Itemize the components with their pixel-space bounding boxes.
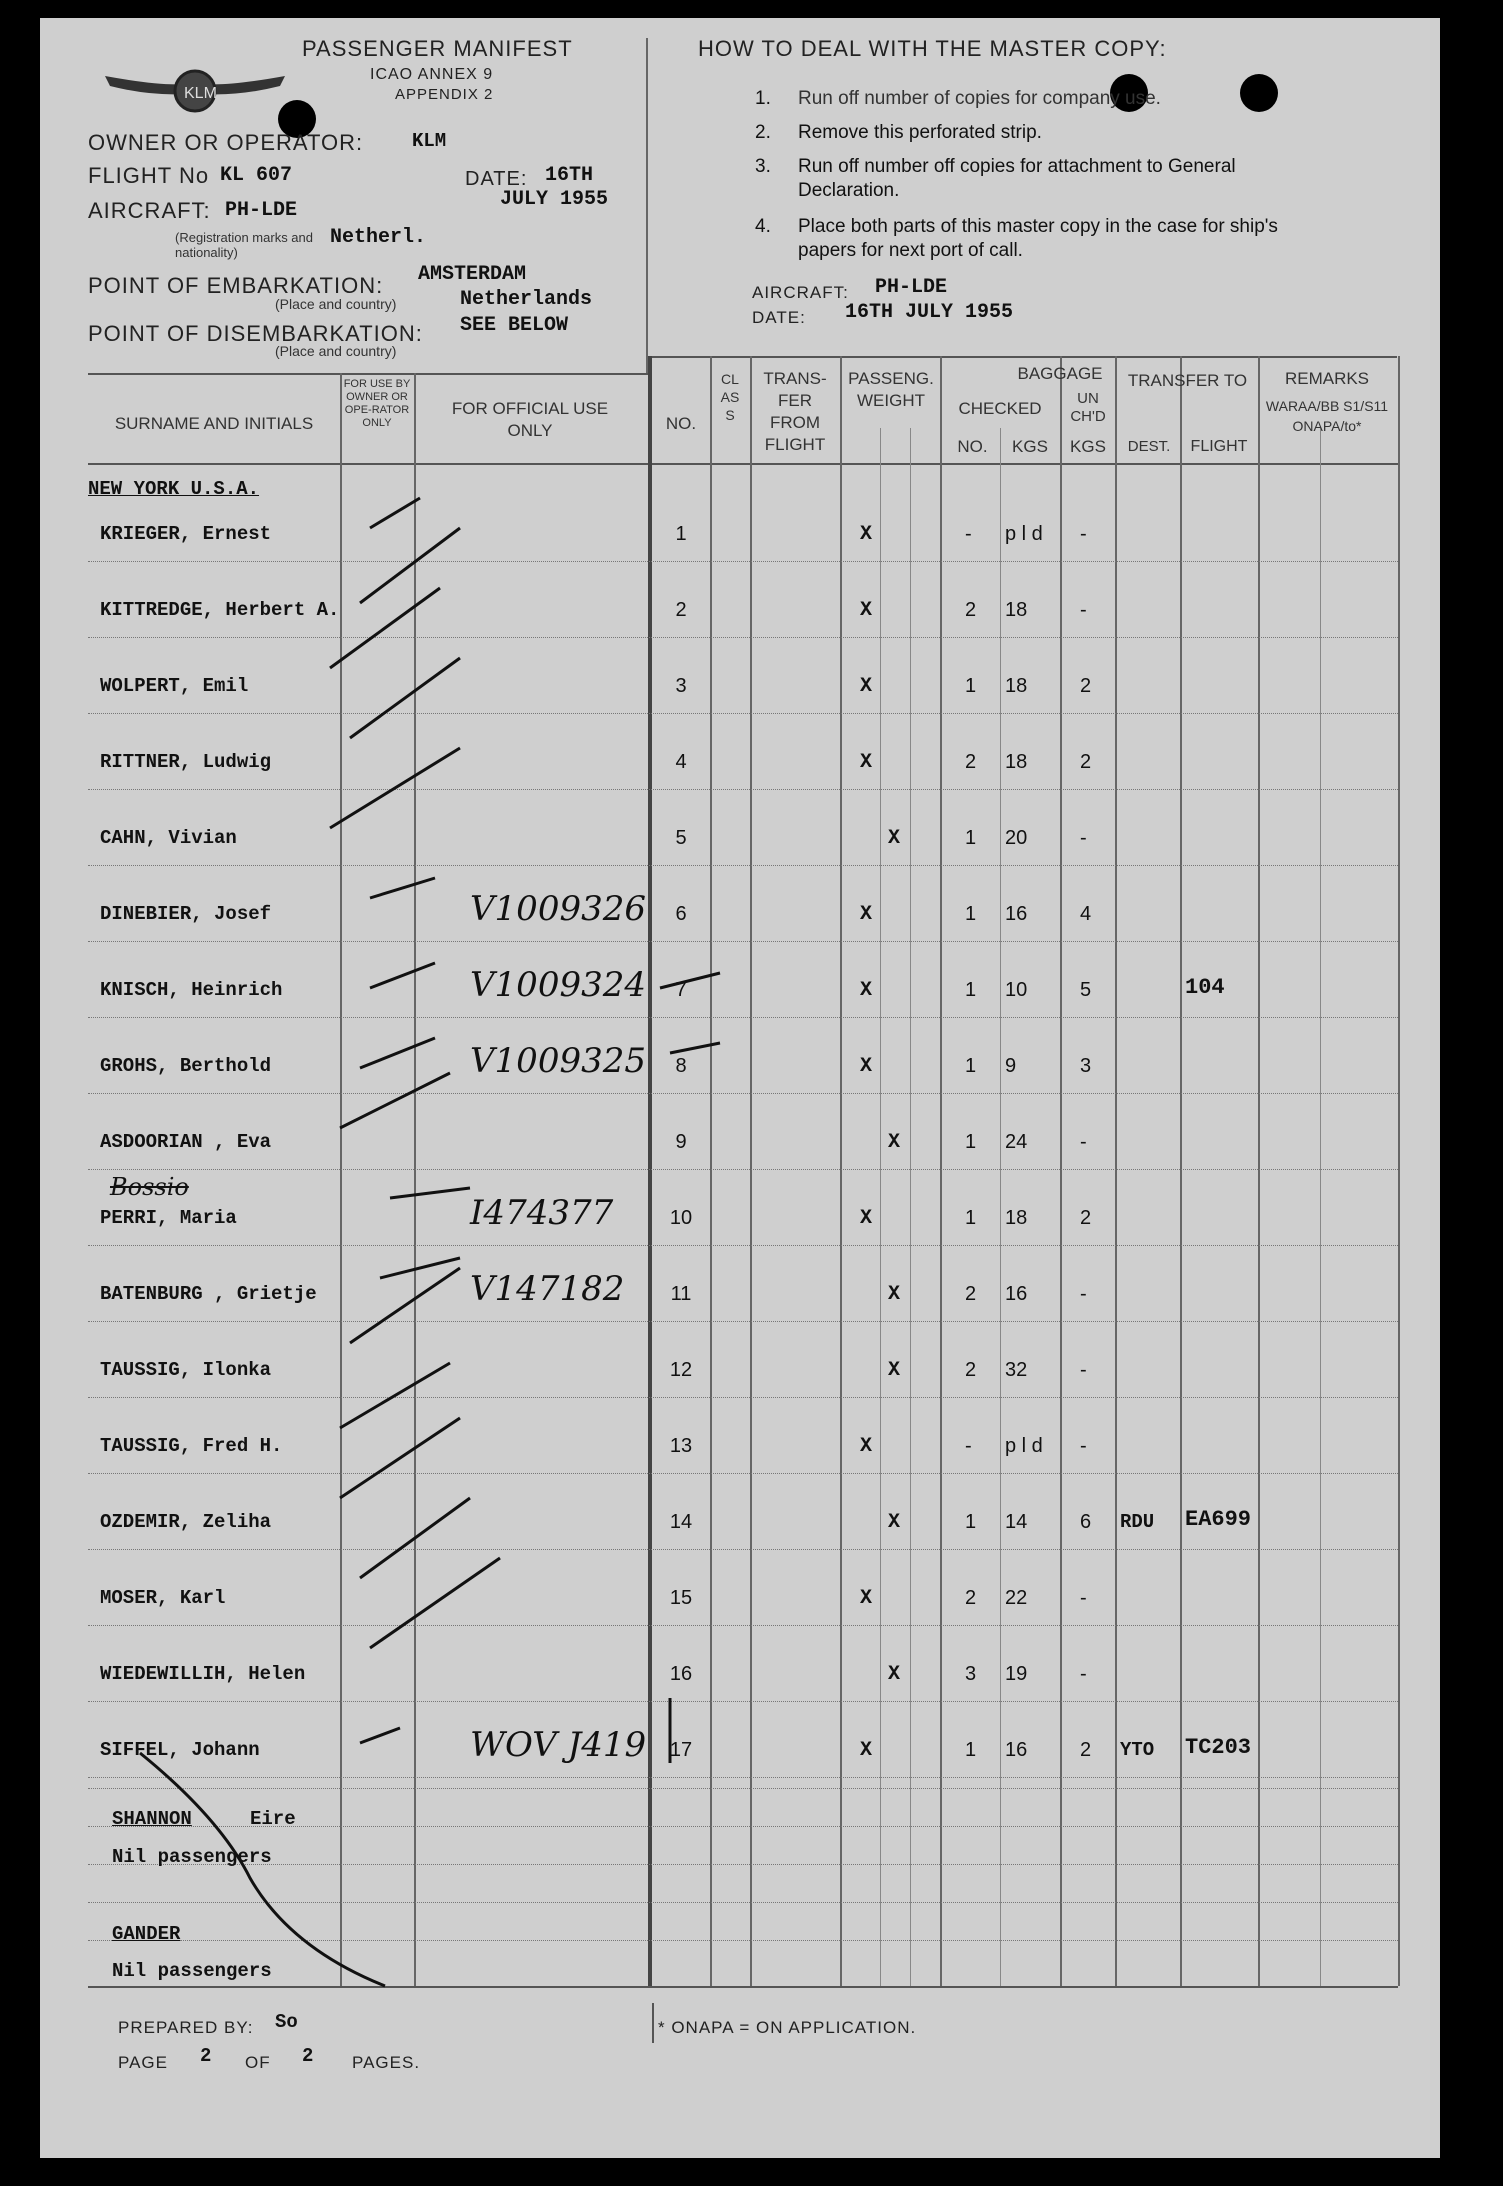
date-value-day: 16TH: [545, 164, 594, 187]
passenger-name: WIEDEWILLIH, Helen: [100, 1663, 306, 1685]
weight-mark: X: [888, 1511, 901, 1534]
official-use-value: V1009325: [470, 1041, 646, 1081]
baggage-kgs: 19: [1005, 1663, 1028, 1685]
manifest-page: [40, 18, 1440, 2158]
shannon-country: Eire: [250, 1808, 296, 1830]
weight-mark: X: [860, 1435, 873, 1458]
unchecked-kgs: 6: [1080, 1511, 1092, 1533]
col-flight: FLIGHT: [1190, 438, 1248, 455]
baggage-kgs: 9: [1005, 1055, 1017, 1077]
unchecked-kgs: 3: [1080, 1055, 1092, 1077]
owner-value: KLM: [412, 130, 447, 152]
baggage-count: 1: [965, 1207, 977, 1229]
unchecked-kgs: 2: [1080, 1739, 1092, 1761]
passenger-number: 15: [669, 1587, 693, 1609]
col-pass-weight: PASSENG. WEIGHT: [848, 369, 934, 410]
baggage-kgs: 14: [1005, 1511, 1028, 1533]
baggage-count: 1: [965, 675, 977, 697]
prepared-value: So: [275, 2011, 298, 2033]
transfer-dest: RDU: [1120, 1511, 1155, 1533]
baggage-kgs: 16: [1005, 1283, 1028, 1305]
instruction-text: Remove this perforated strip.: [798, 122, 1042, 143]
passenger-name: KITTREDGE, Herbert A.: [100, 599, 340, 621]
disembark-place-note: (Place and country): [275, 343, 397, 359]
baggage-kgs: 10: [1005, 979, 1028, 1001]
instruction-num: 1.: [755, 88, 771, 109]
embark-label: POINT OF EMBARKATION:: [88, 273, 384, 298]
baggage-count: 1: [965, 1511, 977, 1533]
unchecked-kgs: -: [1080, 827, 1087, 849]
passenger-number: 9: [675, 1131, 687, 1153]
instruction-text: Run off number off copies for attachment to General: [798, 156, 1236, 177]
owner-label: OWNER OR OPERATOR:: [88, 130, 364, 155]
passenger-name: OZDEMIR, Zeliha: [100, 1511, 272, 1533]
passenger-number: 6: [675, 903, 687, 925]
col-checked: CHECKED: [958, 399, 1042, 418]
baggage-kgs: 18: [1005, 675, 1028, 697]
footer-rule: [652, 2003, 654, 2043]
instructions-date-label: DATE:: [752, 308, 806, 327]
gander-title: GANDER: [112, 1923, 181, 1945]
col-checked-kgs: KGS: [1012, 437, 1048, 456]
instruction-num: 3.: [755, 156, 771, 177]
passenger-name: SIFFEL, Johann: [100, 1739, 260, 1761]
passenger-number: 8: [675, 1055, 687, 1077]
transfer-flight: 104: [1185, 975, 1225, 1000]
transfer-flight: EA699: [1185, 1507, 1252, 1532]
baggage-count: 1: [965, 1055, 977, 1077]
flight-value: KL 607: [220, 164, 293, 187]
col-checked-no: NO.: [957, 437, 988, 456]
prepared-label: PREPARED BY:: [118, 2018, 254, 2037]
passenger-number: 4: [675, 751, 687, 773]
of-label: OF: [245, 2053, 271, 2072]
weight-mark: X: [860, 523, 873, 546]
unchecked-kgs: 4: [1080, 903, 1092, 925]
unchecked-kgs: 5: [1080, 979, 1092, 1001]
unchecked-kgs: -: [1080, 1587, 1087, 1609]
passenger-number: 5: [675, 827, 687, 849]
baggage-kgs: 24: [1005, 1131, 1028, 1153]
baggage-kgs: 32: [1005, 1359, 1028, 1381]
aircraft-value: PH-LDE: [225, 199, 298, 222]
baggage-kgs: 22: [1005, 1587, 1028, 1609]
weight-mark: X: [860, 979, 873, 1002]
baggage-kgs: p l d: [1005, 1435, 1043, 1457]
weight-mark: X: [860, 1055, 873, 1078]
instructions-date-value: 16TH JULY 1955: [845, 301, 1014, 324]
col-for-use: FOR USE BY OWNER OR OPE-RATOR ONLY: [343, 378, 411, 429]
baggage-count: 2: [965, 1587, 977, 1609]
baggage-kgs: 18: [1005, 1207, 1028, 1229]
passenger-name: MOSER, Karl: [100, 1587, 226, 1609]
weight-mark: X: [860, 751, 873, 774]
svg-text:KLM: KLM: [184, 85, 217, 102]
baggage-count: 1: [965, 1739, 977, 1761]
unchecked-kgs: -: [1080, 1663, 1087, 1685]
official-use-value: V1009326: [470, 889, 646, 929]
baggage-kgs: 18: [1005, 751, 1028, 773]
passenger-name: ASDOORIAN , Eva: [100, 1131, 272, 1153]
unchecked-kgs: 2: [1080, 1207, 1092, 1229]
passenger-name: DINEBIER, Josef: [100, 903, 272, 925]
passenger-name: PERRI, Maria: [100, 1207, 237, 1229]
annex-label: ICAO ANNEX 9: [370, 66, 494, 83]
weight-mark: X: [888, 1283, 901, 1306]
baggage-count: 2: [965, 599, 977, 621]
baggage-count: 2: [965, 751, 977, 773]
passenger-name: RITTNER, Ludwig: [100, 751, 272, 773]
passenger-number: 13: [669, 1435, 693, 1457]
manifest-title: PASSENGER MANIFEST: [302, 36, 573, 61]
pages-label: PAGES.: [352, 2053, 421, 2072]
shannon-note: Nil passengers: [112, 1846, 272, 1868]
passenger-number: 14: [669, 1511, 693, 1533]
unchecked-kgs: -: [1080, 599, 1087, 621]
passenger-number: 2: [675, 599, 687, 621]
official-use-value: V1009324: [470, 965, 646, 1005]
instruction-text: Declaration.: [798, 180, 900, 201]
baggage-count: 1: [965, 903, 977, 925]
passenger-number: 11: [670, 1283, 692, 1305]
unchecked-kgs: -: [1080, 1283, 1087, 1305]
date-label: DATE:: [465, 168, 528, 190]
baggage-kgs: 16: [1005, 903, 1028, 925]
handwritten-note: Bossio: [110, 1173, 189, 1201]
passenger-number: 3: [675, 675, 687, 697]
instruction-text: papers for next port of call.: [798, 240, 1023, 261]
weight-mark: X: [888, 1131, 901, 1154]
baggage-count: 1: [965, 979, 977, 1001]
disembark-label: POINT OF DISEMBARKATION:: [88, 321, 423, 346]
unchecked-kgs: -: [1080, 523, 1087, 545]
passenger-name: KRIEGER, Ernest: [100, 523, 272, 545]
col-remarks: REMARKS: [1284, 369, 1370, 388]
gander-note: Nil passengers: [112, 1960, 272, 1982]
instructions-title: HOW TO DEAL WITH THE MASTER COPY:: [698, 36, 1167, 61]
section-new-york: NEW YORK U.S.A.: [88, 478, 260, 500]
col-baggage: BAGGAGE: [1017, 364, 1103, 383]
baggage-count: 1: [965, 1131, 977, 1153]
page-value: 2: [200, 2045, 212, 2067]
instructions-aircraft-label: AIRCRAFT:: [752, 283, 849, 302]
pen-strokes: [40, 18, 1440, 2158]
weight-mark: X: [860, 1587, 873, 1610]
col-remarks-sub: WARAA/BB S1/S11 ONAPA/to*: [1265, 398, 1389, 434]
baggage-kgs: p l d: [1005, 523, 1043, 545]
appendix-label: APPENDIX 2: [395, 86, 494, 103]
passenger-number: 7: [675, 979, 687, 1001]
col-surname: SURNAME AND INITIALS: [114, 414, 314, 433]
weight-mark: X: [888, 1359, 901, 1382]
passenger-number: 1: [675, 523, 687, 545]
col-unchd: UN CH'D: [1070, 390, 1106, 425]
unchecked-kgs: -: [1080, 1359, 1087, 1381]
registration-note: (Registration marks and nationality): [175, 230, 313, 260]
passenger-name: KNISCH, Heinrich: [100, 979, 283, 1001]
embark-value-country: Netherlands: [460, 288, 593, 311]
unchecked-kgs: -: [1080, 1131, 1087, 1153]
weight-mark: X: [860, 1207, 873, 1230]
transfer-dest: YTO: [1120, 1739, 1155, 1761]
passenger-name: TAUSSIG, Ilonka: [100, 1359, 272, 1381]
passenger-number: 16: [669, 1663, 693, 1685]
embark-place-note: (Place and country): [275, 296, 397, 312]
passenger-number: 17: [669, 1739, 693, 1761]
col-transfer-to: TRANSFER TO: [1127, 371, 1248, 390]
passenger-name: GROHS, Berthold: [100, 1055, 272, 1077]
weight-mark: X: [860, 903, 873, 926]
weight-mark: X: [860, 675, 873, 698]
page-label: PAGE: [118, 2053, 168, 2072]
date-value-month: JULY 1955: [500, 188, 609, 211]
col-dest: DEST.: [1127, 438, 1171, 455]
transfer-flight: TC203: [1185, 1735, 1252, 1760]
passenger-name: TAUSSIG, Fred H.: [100, 1435, 283, 1457]
official-use-value: WOV J419: [470, 1725, 647, 1765]
instruction-num: 4.: [755, 216, 771, 237]
flight-label: FLIGHT No: [88, 163, 210, 188]
passenger-name: BATENBURG , Grietje: [100, 1283, 317, 1305]
aircraft-label: AIRCRAFT:: [88, 198, 211, 223]
baggage-count: 2: [965, 1359, 977, 1381]
col-unchd-kgs: KGS: [1070, 437, 1106, 456]
baggage-count: 2: [965, 1283, 977, 1305]
nationality-value: Netherl.: [330, 226, 427, 249]
col-official: FOR OFFICIAL USE ONLY: [451, 399, 609, 440]
baggage-kgs: 20: [1005, 827, 1028, 849]
unchecked-kgs: -: [1080, 1435, 1087, 1457]
baggage-count: -: [965, 523, 972, 545]
instruction-num: 2.: [755, 122, 771, 143]
baggage-kgs: 18: [1005, 599, 1028, 621]
col-no: NO.: [665, 414, 697, 433]
baggage-count: -: [965, 1435, 972, 1457]
baggage-kgs: 16: [1005, 1739, 1028, 1761]
passenger-name: WOLPERT, Emil: [100, 675, 249, 697]
col-transfer-from: TRANS-FER FROM FLIGHT: [763, 369, 827, 454]
passenger-number: 12: [669, 1359, 693, 1381]
instructions-aircraft-value: PH-LDE: [875, 276, 948, 299]
weight-mark: X: [888, 1663, 901, 1686]
unchecked-kgs: 2: [1080, 751, 1092, 773]
of-value: 2: [302, 2045, 314, 2067]
instruction-text: Run off number of copies for company use.: [798, 88, 1161, 109]
unchecked-kgs: 2: [1080, 675, 1092, 697]
shannon-title: SHANNON: [112, 1808, 192, 1830]
passenger-number: 10: [669, 1207, 693, 1229]
embark-value-city: AMSTERDAM: [418, 263, 527, 286]
weight-mark: X: [860, 599, 873, 622]
baggage-count: 3: [965, 1663, 977, 1685]
disembark-value: SEE BELOW: [460, 314, 569, 337]
instruction-text: Place both parts of this master copy in the case for ship's: [798, 216, 1278, 237]
onapa-footnote: * ONAPA = ON APPLICATION.: [658, 2018, 917, 2037]
weight-mark: X: [888, 827, 901, 850]
col-class: CLASS: [720, 371, 740, 423]
baggage-count: 1: [965, 827, 977, 849]
weight-mark: X: [860, 1739, 873, 1762]
official-use-value: V147182: [470, 1269, 625, 1309]
passenger-name: CAHN, Vivian: [100, 827, 237, 849]
official-use-value: I474377: [470, 1193, 614, 1233]
